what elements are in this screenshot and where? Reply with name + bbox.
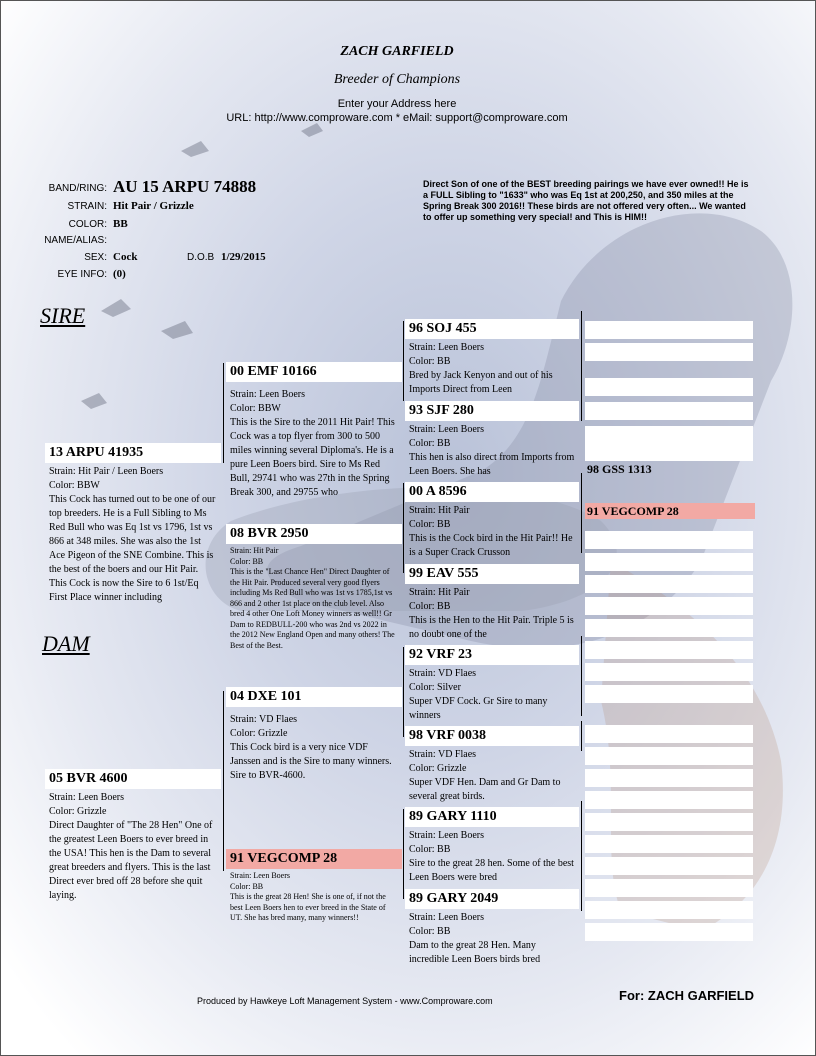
dd-color: Color: BB (230, 881, 264, 891)
dd-notes: This is the great 28 Hen! She is one of, if not the best Leen Boers hen to ever breed in the State of UT. She has bred many, many winners!! (230, 892, 386, 922)
ds-connector (403, 647, 404, 737)
gen3-notes: Bred by Jack Kenyon and out of his Imports Direct from Leen (409, 370, 553, 395)
gen3-box (405, 564, 579, 642)
ds-color: Color: Grizzle (230, 728, 288, 739)
gen4-empty (585, 769, 753, 787)
gen4-empty (585, 321, 753, 339)
gen4-empty (585, 879, 753, 897)
ds-strain: Strain: VD Flaes (230, 714, 298, 725)
sd-box (226, 524, 402, 676)
gen3-box (405, 401, 579, 479)
gen3-color: Color: BB (409, 926, 451, 937)
strain-label: STRAIN: (67, 201, 107, 212)
gen4-empty (585, 685, 753, 703)
ss-connector (403, 321, 404, 401)
gen3-band: 00 A 8596 (405, 482, 579, 502)
gen4-empty (585, 402, 753, 420)
gen4-empty (585, 747, 753, 765)
g3-connector-3 (581, 636, 582, 716)
sd-color: Color: BB (230, 556, 264, 566)
gen3-color: Color: BB (409, 601, 451, 612)
gen3-box (405, 319, 579, 397)
gen4-empty (585, 531, 753, 549)
gen3-strain: Strain: VD Flaes (409, 668, 477, 679)
gen3-box (405, 889, 579, 967)
ds-band: 04 DXE 101 (226, 687, 402, 707)
dam-band: 05 BVR 4600 (45, 769, 221, 789)
gen4-empty (585, 597, 753, 615)
gen4-empty (585, 813, 753, 831)
ss-notes: This is the Sire to the 2011 Hit Pair! This Cock was a top flyer from 300 to 500 miles winning several Diploma's. He is a pure Leen Boers bird. Sire to Ms Red Bull, 29741 who was 27th in the Spring Break 300, and 29755 who (230, 417, 395, 498)
gen3-notes: Dam to the great 28 Hen. Many incredible Leen Boers birds bred (409, 940, 541, 965)
ds-box (226, 687, 402, 803)
gen3-color: Color: BB (409, 356, 451, 367)
sire-band: 13 ARPU 41935 (45, 443, 221, 463)
gen3-color: Color: Grizzle (409, 763, 467, 774)
gen4-ancestor: 91 VEGCOMP 28 (585, 503, 755, 519)
gen4-empty (585, 619, 753, 637)
gen3-notes: Sire to the great 28 hen. Some of the best Leen Boers were bred (409, 858, 574, 883)
band-label: BAND/RING: (48, 183, 107, 194)
gen4-empty (585, 923, 753, 941)
gen3-strain: Strain: Leen Boers (409, 912, 484, 923)
gen3-band: 99 EAV 555 (405, 564, 579, 584)
dam-connector (223, 691, 224, 871)
sire-connector (223, 363, 224, 463)
dam-notes: Direct Daughter of "The 28 Hen" One of the greatest Leen Boers to ever breed in the USA! This hen is the Dam to several great breeders and flyers. This is the last Direct ever bred off 28 before she quit laying. (49, 820, 213, 901)
gen3-color: Color: Silver (409, 682, 461, 693)
gen4-empty (585, 663, 753, 681)
dam-box (45, 769, 221, 921)
strain-value: Hit Pair / Grizzle (113, 200, 194, 212)
g3-connector-5 (581, 801, 582, 911)
color-label: COLOR: (68, 219, 107, 230)
band-value: AU 15 ARPU 74888 (113, 177, 257, 196)
dam-section-label: DAM (42, 631, 90, 656)
gen3-color: Color: BB (409, 844, 451, 855)
eye-label: EYE INFO: (57, 269, 107, 280)
dam-strain: Strain: Leen Boers (49, 792, 124, 803)
gen3-notes: This is the Hen to the Hit Pair. Triple 5 is no doubt one of the (409, 615, 574, 640)
sd-band: 08 BVR 2950 (226, 524, 402, 544)
gen3-strain: Strain: Hit Pair (409, 505, 470, 516)
breeder-name: ZACH GARFIELD (340, 44, 454, 59)
sire-box (45, 443, 221, 615)
gen3-box (405, 645, 579, 723)
gen4-empty (585, 835, 753, 853)
g3-connector-1 (581, 311, 582, 421)
g3-connector-2 (581, 473, 582, 553)
gen4-empty (585, 378, 753, 396)
gen4-empty (585, 426, 753, 444)
dd-strain: Strain: Leen Boers (230, 871, 290, 880)
sire-strain: Strain: Hit Pair / Leen Boers (49, 466, 164, 477)
gen3-notes: This hen is also direct from Imports from Leen Boers. She has (409, 452, 575, 477)
ds-notes: This Cock bird is a very nice VDF Janssen and is the Sire to many winners. Sire to BVR-4600. (230, 742, 392, 781)
gen3-notes: Super VDF Cock. Gr Sire to many winners (409, 696, 548, 721)
sex-value: Cock (113, 251, 138, 263)
dd-band: 91 VEGCOMP 28 (226, 849, 402, 869)
gen4-empty (585, 641, 753, 659)
gen4-ancestor: 98 GSS 1313 (587, 462, 652, 476)
gen3-band: 93 SJF 280 (405, 401, 579, 421)
breeder-tagline: Breeder of Champions (333, 72, 461, 87)
ss-color: Color: BBW (230, 403, 281, 414)
name-label: NAME/ALIAS: (44, 235, 107, 246)
bird-description: Direct Son of one of the BEST breeding pairings we have ever owned!! He is a FULL Sibling to "1633" who was Eq 1st at 200,250, and 350 miles at the Spring Break 300 2016!! These birds are not offered very often... We wanted to offer up something very special! and This is HIM!! (423, 179, 749, 222)
sire-section-label: SIRE (40, 303, 86, 328)
gen4-empty (585, 791, 753, 809)
breeder-address: Enter your Address here (337, 98, 457, 110)
ss-box (226, 362, 402, 514)
gen4-empty (585, 575, 753, 593)
g3-connector-4 (581, 721, 582, 751)
gen4-empty (585, 343, 753, 361)
gen4-empty (585, 443, 753, 461)
gen3-notes: This is the Cock bird in the Hit Pair!! He is a Super Crack Crusson (409, 533, 573, 558)
gen4-empty (585, 901, 753, 919)
gen3-band: 92 VRF 23 (405, 645, 579, 665)
color-value: BB (113, 218, 128, 230)
sire-notes: This Cock has turned out to be one of our top breeders. He is a Full Sibling to Ms Red Bull who was Eq 1st vs 1796, 1st vs 866 at 348 miles. She was also the 1st Ace Pigeon of the SNE Combine. This is the best of the boers and our Hit Pair. This Cock is now the Sire to 6 1st/Eq First Place winner including (49, 494, 216, 603)
gen4-empty (585, 553, 753, 571)
footer-produced-by: Produced by Hawkeye Loft Management System - www.Comproware.com (197, 996, 493, 1006)
gen3-box (405, 482, 579, 560)
sd-strain: Strain: Hit Pair (230, 546, 279, 555)
sd-notes: This is the "Last Chance Hen" Direct Daughter of the Hit Pair. Produced several very good flyers including Ms Red Bull who was 1st vs 1785,1st vs 866 and 2 other 1st place on the club level. Also bred 4 other One Loft Money winners as well!! Gr Dam to REDBULL-200 who was 2nd vs 2022 in the 2012 New England Open and many others! The Best of the Best. (230, 567, 395, 650)
gen4-empty (585, 857, 753, 875)
gen3-strain: Strain: Leen Boers (409, 424, 484, 435)
sire-color: Color: BBW (49, 480, 100, 491)
eye-value: (0) (113, 268, 126, 280)
gen3-band: 89 GARY 2049 (405, 889, 579, 909)
gen3-strain: Strain: Hit Pair (409, 587, 470, 598)
dob-label: D.O.B (187, 252, 215, 263)
sd-connector (403, 483, 404, 573)
gen3-color: Color: BB (409, 438, 451, 449)
gen3-strain: Strain: Leen Boers (409, 342, 484, 353)
gen3-color: Color: BB (409, 519, 451, 530)
gen3-notes: Super VDF Hen. Dam and Gr Dam to several great birds. (409, 777, 561, 802)
ss-band: 00 EMF 10166 (226, 362, 402, 382)
dam-color: Color: Grizzle (49, 806, 107, 817)
dd-box (226, 849, 402, 951)
gen4-empty (585, 725, 753, 743)
gen3-box (405, 726, 579, 804)
sex-label: SEX: (84, 252, 107, 263)
gen3-strain: Strain: VD Flaes (409, 749, 477, 760)
ss-strain: Strain: Leen Boers (230, 389, 305, 400)
gen3-band: 98 VRF 0038 (405, 726, 579, 746)
gen3-box (405, 807, 579, 885)
dd-connector (403, 809, 404, 899)
gen3-band: 89 GARY 1110 (405, 807, 579, 827)
breeder-contact: URL: http://www.comproware.com * eMail: support@comproware.com (226, 112, 568, 124)
footer-for: For: ZACH GARFIELD (619, 988, 755, 1003)
dob-value: 1/29/2015 (221, 251, 266, 263)
gen3-band: 96 SOJ 455 (405, 319, 579, 339)
gen3-strain: Strain: Leen Boers (409, 830, 484, 841)
